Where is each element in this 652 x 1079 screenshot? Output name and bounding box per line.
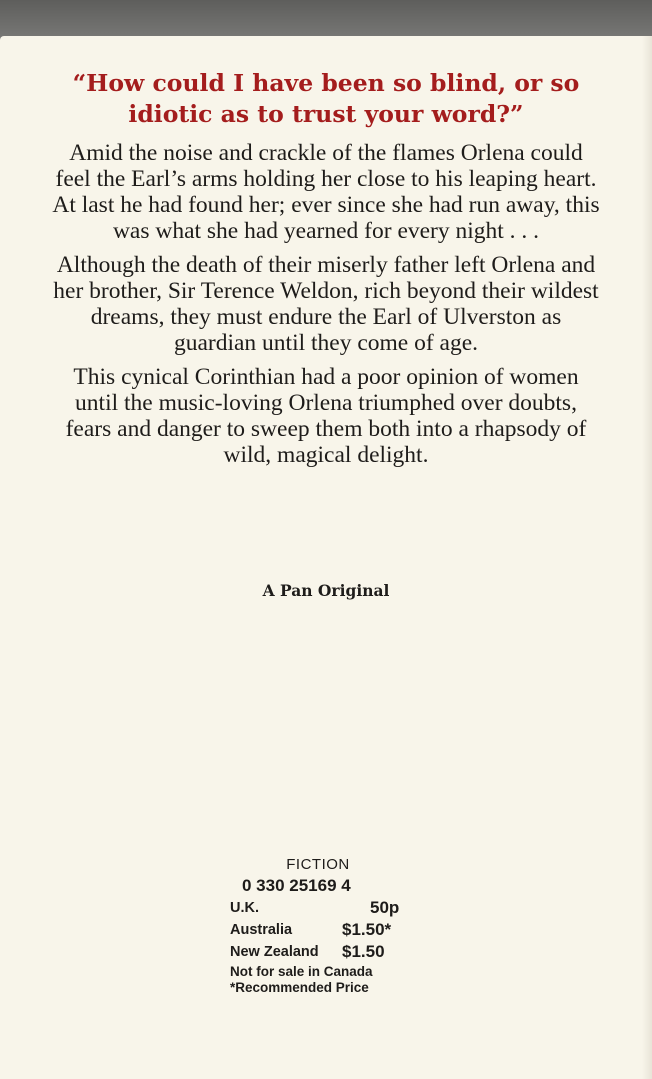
publisher-line: A Pan Original	[262, 581, 390, 600]
price-region: New Zealand	[230, 944, 319, 960]
price-amount: $1.50	[342, 942, 385, 961]
quote-line-2: idiotic as to trust your word?”	[128, 100, 524, 128]
price-amount: 50p	[370, 898, 400, 917]
recommended-price-note: *Recommended Price	[230, 980, 369, 995]
blurb-paragraph-1: Amid the noise and crackle of the flames Orlena could feel the Earl’s arms holding her close to his leaping heart. At last he had found her; ever since she had run away, this was what she had yearned for every night . . .	[52, 140, 600, 244]
headline-quote	[40, 68, 612, 130]
genre-label: FICTION	[286, 856, 350, 873]
not-for-sale-note: Not for sale in Canada	[230, 964, 373, 979]
isbn-number: 0 330 25169 4	[242, 876, 351, 895]
price-region: Australia	[230, 922, 293, 938]
price-info-block	[230, 855, 450, 996]
price-row-australia	[230, 919, 430, 941]
price-amount: $1.50*	[342, 920, 392, 939]
blurb-paragraph-3: This cynical Corinthian had a poor opinion of women until the music-loving Orlena triumphed over doubts, fears and danger to sweep them both into a rhapsody of wild, magical delight.	[65, 364, 587, 468]
blurb-text	[52, 140, 600, 476]
quote-line-1: “How could I have been so blind, or so	[72, 69, 580, 97]
price-row-uk	[230, 897, 430, 919]
price-region: U.K.	[230, 900, 259, 916]
price-row-new-zealand	[230, 941, 430, 963]
background-edge	[0, 0, 652, 38]
blurb-paragraph-2: Although the death of their miserly father left Orlena and her brother, Sir Terence Weldon, rich beyond their wildest dreams, they must endure the Earl of Ulverston as guardian until they come of age.	[53, 252, 599, 356]
